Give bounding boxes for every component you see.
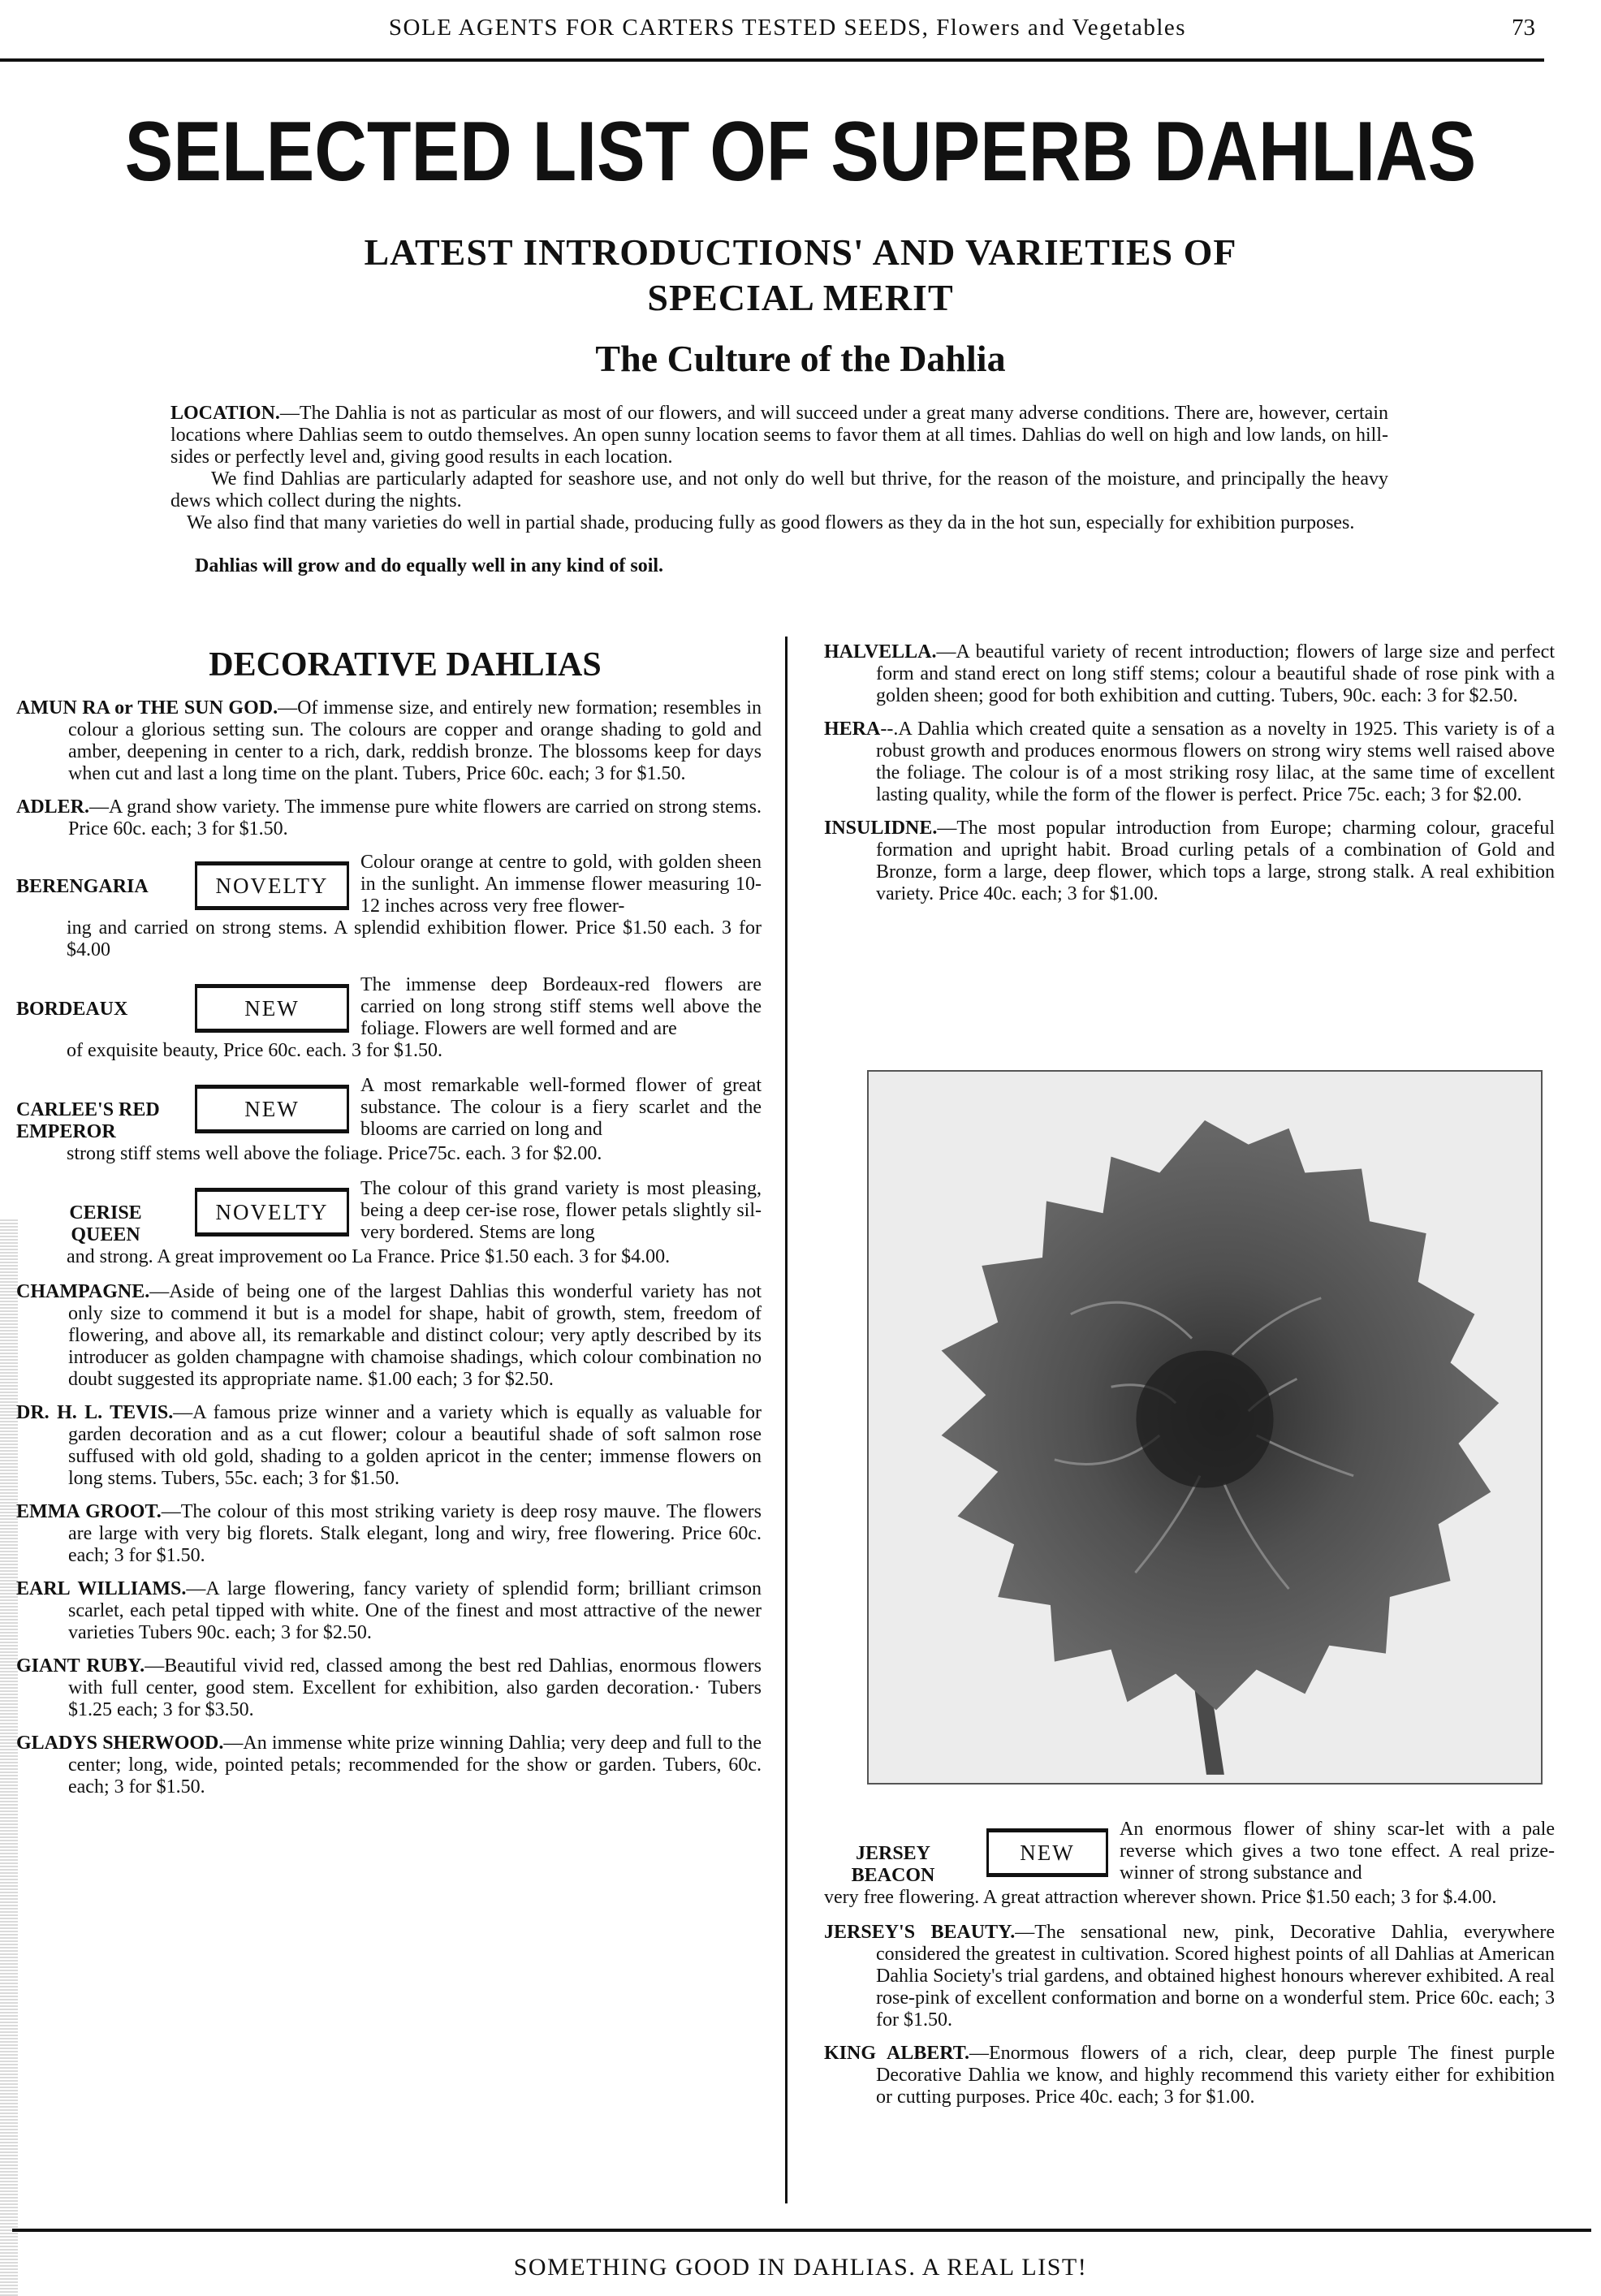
variety-description: —Aside of being one of the largest Dahlias this wonderful variety has not only size to commend it but is a model for shape, habit of growth, stem, freedom of flowering, and above all, its remarkable and distinct colour; very aptly described by its introducer as golden champagne with chamoise shadings, which colour combination no doubt suggested its appropriate name. $1.00 each; 3 for $2.50. (68, 1281, 762, 1390)
location-paragraph (170, 403, 1388, 468)
variety-name-line-1: CERISE (69, 1202, 142, 1224)
scan-edge-shading (0, 1218, 18, 2296)
list-item (824, 719, 1555, 806)
new-badge: NEW (195, 984, 349, 1033)
list-item (16, 1178, 762, 1268)
list-item (824, 1819, 1555, 1909)
variety-name-line-2: EMPEROR (16, 1121, 116, 1142)
shade-paragraph: We also find that many varieties do well in partial shade, producing fully as good flowers as they da in the hot sun, especially for exhibition purposes. (187, 512, 1355, 533)
variety-description: —The most popular introduction from Europe; charming colour, graceful formation and upright habit. Broad curling petals of a combination of Gold and Bronze, form a large, deep flower, which tops a large, strong stalk. A real exhibition variety. Price 40c. each; 3 for $1.00. (876, 818, 1555, 904)
section-heading-decorative: DECORATIVE DAHLIAS (209, 646, 602, 684)
list-item (16, 852, 762, 961)
location-text: —The Dahlia is not as particular as most of our flowers, and will succeed under a great many adverse conditions. There are, however, certain locations where Dahlias seem to outdo themselves. An open sunny location seems to favor them at all times. Dahlias do well on high and low lands, on hill-sides or perfectly level and, giving good results in each location. (170, 403, 1388, 468)
novelty-badge: NOVELTY (195, 1188, 349, 1236)
list-item (16, 1402, 762, 1490)
variety-description: An enormous flower of shiny scar-let with a pale reverse which gives a two tone effect. A real prize-winner of strong substance and (1120, 1819, 1555, 1884)
variety-name: BERENGARIA (16, 876, 149, 897)
subtitle-line-1: LATEST INTRODUCTIONS' AND VARIETIES OF (364, 231, 1237, 273)
variety-name: AMUN RA or THE SUN GOD. (16, 697, 278, 719)
soil-paragraph: Dahlias will grow and do equally well in any kind of soil. (195, 555, 664, 576)
variety-name: HERA (824, 719, 881, 740)
list-item (16, 1281, 762, 1391)
list-item (824, 2043, 1555, 2108)
variety-name-line-1: CARLEE'S RED (16, 1099, 160, 1120)
variety-name: JERSEY'S BEAUTY. (824, 1922, 1016, 1943)
culture-intro (170, 403, 1388, 577)
variety-description-continued: of exquisite beauty, Price 60c. each. 3 for $1.50. (67, 1040, 442, 1061)
novelty-badge: NOVELTY (195, 861, 349, 910)
footer-tagline: SOMETHING GOOD IN DAHLIAS. A REAL LIST! (513, 2254, 1088, 2281)
variety-description: —An immense white prize winning Dahlia; very deep and full to the center; long, wide, pointed petals; recommended for the show or garden. Tubers, 60c. each; 3 for $1.50. (68, 1733, 762, 1798)
seashore-paragraph: We find Dahlias are particularly adapted for seashore use, and not only do well but thrive, for the reason of the moisture, and principally the heavy dews which collect during the nights. (170, 468, 1388, 511)
column-divider (785, 637, 788, 2203)
list-item (824, 641, 1555, 707)
right-column (824, 641, 1555, 917)
variety-name: EARL WILLIAMS. (16, 1578, 187, 1599)
variety-description: The colour of this grand variety is most pleasing, being a deep cer-ise rose, flower petals slightly sil-very bordered. Stems are long (360, 1178, 762, 1243)
variety-description: —Of immense size, and entirely new formation; resembles in colour a glorious setting sun. The colours are copper and orange shading to gold and amber, deepening in center to a rich, dark, reddish bronze. The blossoms keep for days when cut and last a long time on the plant. Tubers, Price 60c. each; 3 for $1.50. (68, 697, 762, 784)
culture-heading: The Culture of the Dahlia (595, 338, 1006, 379)
variety-name: EMMA GROOT. (16, 1501, 162, 1522)
variety-description: —The sensational new, pink, Decorative Dahlia, everywhere considered the greatest in cultivation. Scored highest points of all Dahlias at American Dahlia Society's trial gardens, and obtained highest honours wherever exhibited. A real rose-pink of excellent conformation and borne on a wonderful stem. Price 60c. each; 3 for $1.50. (876, 1922, 1556, 2031)
new-badge: NEW (195, 1085, 349, 1133)
variety-name: DR. H. L. TEVIS. (16, 1402, 174, 1423)
footer-rule (12, 2229, 1591, 2232)
list-item (824, 1922, 1555, 2031)
list-item (16, 697, 762, 785)
variety-name: HALVELLA. (824, 641, 937, 662)
variety-name: INSULIDNE. (824, 818, 938, 839)
variety-description: Colour orange at centre to gold, with golden sheen in the sunlight. An immense flower measuring 10-12 inches across very free flower- (360, 852, 762, 917)
variety-description-continued: very free flowering. A great attraction wherever shown. Price $1.50 each; 3 for $.4.00. (824, 1887, 1497, 1908)
variety-description: The immense deep Bordeaux-red flowers are carried on long strong stiff stems well above the foliage. Flowers are well formed and are (360, 974, 762, 1039)
new-badge: NEW (986, 1828, 1108, 1877)
variety-name: GLADYS SHERWOOD. (16, 1733, 224, 1754)
right-column-lower (824, 1819, 1555, 2120)
variety-name: ADLER. (16, 796, 90, 818)
variety-description: --.A Dahlia which created quite a sensation as a novelty in 1925. This variety is of a robust growth and produces enormous flowers on strong wiry stems well raised above the foliage. The colour is of a most striking rosy lilac, at the same time of excellent lasting quality, while the form of the flower is perfect. Price 75c. each; 3 for $2.00. (876, 719, 1555, 805)
flower-center (1136, 1350, 1273, 1487)
variety-description-continued: ing and carried on strong stems. A splendid exhibition flower. Price $1.50 each. 3 for $4.00 (67, 917, 762, 960)
dahlia-flower-illustration (869, 1072, 1541, 1783)
variety-description-continued: and strong. A great improvement oo La France. Price $1.50 each. 3 for $4.00. (67, 1246, 671, 1267)
list-item (16, 1578, 762, 1644)
left-column (16, 646, 762, 1810)
location-label: LOCATION. (170, 403, 280, 424)
variety-description: A most remarkable well-formed flower of great substance. The colour is a fiery scarlet and the blooms are carried on long and (360, 1075, 762, 1140)
list-item (16, 974, 762, 1062)
list-item (16, 1501, 762, 1567)
variety-description: —A grand show variety. The immense pure white flowers are carried on strong stems. Price 60c. each; 3 for $1.50. (68, 796, 762, 839)
page-title: SELECTED LIST OF SUPERB DAHLIAS (124, 105, 1477, 199)
list-item (824, 818, 1555, 905)
variety-name: BORDEAUX (16, 999, 128, 1020)
list-item (16, 1655, 762, 1721)
variety-name-line-2: QUEEN (71, 1224, 140, 1245)
dahlia-photo (867, 1070, 1543, 1785)
variety-description-continued: strong stiff stems well above the foliage. Price75c. each. 3 for $2.00. (67, 1143, 602, 1164)
variety-description: —The colour of this most striking variety is deep rosy mauve. The flowers are large with very big florets. Stalk elegant, long and wiry, free flowering. Price 60c. each; 3 for $1.50. (68, 1501, 762, 1566)
variety-name: GIANT RUBY. (16, 1655, 145, 1677)
variety-description: —A famous prize winner and a variety which is equally as valuable for garden decoration and as a cut flower; colour a beautiful shade of soft salmon rose suffused with old gold, shading to a golden apricot in the center; immense flowers on long stems. Tubers, 55c. each; 3 for $1.50. (68, 1402, 762, 1489)
page-number: 73 (1512, 15, 1535, 41)
running-head: SOLE AGENTS FOR CARTERS TESTED SEEDS, Flowers and Vegetables (388, 15, 1187, 41)
variety-name: KING ALBERT. (824, 2043, 970, 2064)
list-item (16, 1733, 762, 1798)
variety-name (16, 1178, 195, 1246)
variety-description: —Beautiful vivid red, classed among the best red Dahlias, enormous flowers with full center, good stem. Excellent for exhibition, also garden decoration.· Tubers $1.25 each; 3 for $3.50. (68, 1655, 762, 1720)
variety-description: —A beautiful variety of recent introduction; flowers of large size and perfect form and stand erect on long stiff stems; colour a beautiful shade of rose pink with a golden sheen; good for both exhibition and cutting. Tubers, 90c. each: 3 for $2.50. (876, 641, 1555, 706)
variety-name: CHAMPAGNE. (16, 1281, 150, 1302)
header-rule (0, 58, 1544, 62)
list-item (16, 796, 762, 840)
variety-description: —A large flowering, fancy variety of splendid form; brilliant crimson scarlet, each petal tipped with white. One of the finest and most attractive of the newer varieties Tubers 90c. each; 3 for $2.50. (68, 1578, 762, 1643)
variety-name (824, 1819, 962, 1887)
list-item (16, 1075, 762, 1165)
subtitle-line-2: SPECIAL MERIT (647, 277, 954, 318)
variety-description: —Enormous flowers of a rich, clear, deep purple The finest purple Decorative Dahlia we know, and highly recommend this variety either for exhibition or cutting purposes. Price 40c. each; 3 for $1.00. (876, 2043, 1555, 2108)
page-subtitle (0, 230, 1601, 321)
variety-name-line-2: BEACON (851, 1865, 935, 1886)
variety-name-line-1: JERSEY (855, 1843, 931, 1864)
variety-name (16, 1075, 195, 1143)
